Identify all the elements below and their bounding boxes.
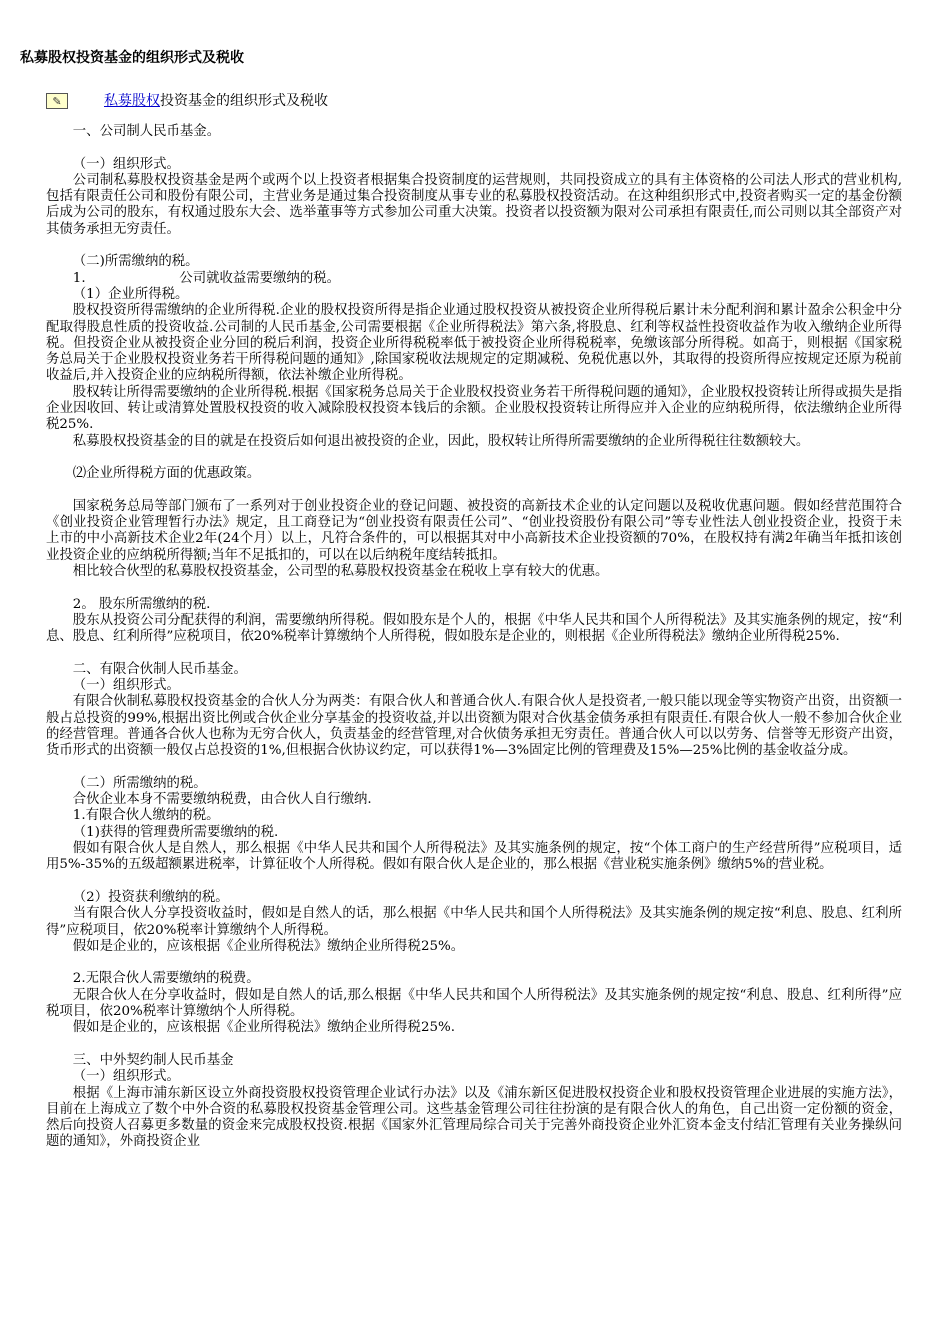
list-heading: 1.有限合伙人缴纳的税。	[72, 808, 220, 824]
paragraph: 当有限合伙人分享投资收益时，假如是自然人的话，那么根据《中华人民共和国个人所得税法》及其实施条例的规定按“利息、股息、红利所得”应税项目，依20%税率计算缴纳个人所得税。	[46, 906, 902, 938]
subsection-heading: （一）组织形式。	[72, 156, 180, 172]
section-heading: 三、中外契约制人民币基金	[72, 1052, 234, 1068]
paragraph: 假如是企业的，应该根据《企业所得税法》缴纳企业所得税25%。	[72, 938, 465, 954]
document-body	[46, 124, 902, 1151]
section-heading: 二、有限合伙制人民币基金。	[72, 661, 247, 677]
paragraph: 国家税务总局等部门颁布了一系列对于创业投资企业的登记问题、被投资的高新技术企业的认定问题以及税收优惠问题。假如经营范围符合《创业投资企业管理暂行办法》规定，且工商登记为“创业投资有限责任公司”、“创业投资股份有限公司”等专业性法人创业投资企业，投资于未上市的中小高新技术企业2年(24个月）以上，凡符合条件的，可以根据其对中小高新技术企业投资额的70%，在股权持有满2年确当年抵扣该创业投资企业的应纳税所得额;当年不足抵扣的，可以在以后纳税年度结转抵扣。	[46, 498, 902, 563]
paragraph: 假如是企业的，应该根据《企业所得税法》缴纳企业所得税25%.	[72, 1020, 455, 1036]
paragraph: 假如有限合伙人是自然人，那么根据《中华人民共和国个人所得税法》及其实施条例的规定，按“个体工商户的生产经营所得”应税项目，适用5%-35%的五级超额累进税率，计算征收个人所得税。假如有限合伙人是企业的，那么根据《营业税实施条例》缴纳5%的营业税。	[46, 841, 902, 873]
subheading-text	[104, 91, 328, 111]
document-title: 私募股权投资基金的组织形式及税收	[20, 50, 244, 66]
list-heading: （1）企业所得税。	[72, 286, 189, 302]
list-heading: 1. 公司就收益需要缴纳的税。	[72, 270, 340, 286]
paragraph: 有限合伙制私募股权投资基金的合伙人分为两类：有限合伙人和普通合伙人.有限合伙人是投资者,一般只能以现金等实物资产出资，出资额一般占总投资的99%,根据出资比例或合伙企业分享基金的投资收益,并以出资额为限对合伙基金债务承担有限责任.有限合伙人一般不参加合伙企业的经营管理。普通各合伙人也称为无穷合伙人，负责基金的经营管理,对合伙债务承担无穷责任。普通合伙人可以以劳务、信誉等无形资产出资，货币形式的出资额一般仅占总投资的1%,但根据合伙协议约定，可以获得1%—3%固定比例的管理费及15%—25%比例的基金收益分成。	[46, 694, 902, 759]
paragraph: 根据《上海市浦东新区设立外商投资股权投资管理企业试行办法》以及《浦东新区促进股权投资企业和股权投资管理企业进展的实施方法》，目前在上海成立了数个中外合资的私募股权投资基金管理公司。这些基金管理公司往往扮演的是有限合伙人的角色，自己出资一定份额的资金，然后向投资人召募更多数量的资金来完成股权投资.根据《国家外汇管理局综合司关于完善外商投资企业外汇资本金支付结汇管理有关业务操纵问题的通知》，外商投资企业	[46, 1085, 902, 1150]
paragraph: 公司制私募股权投资基金是两个或两个以上投资者根据集合投资制度的运营规则，共同投资成立的具有主体资格的公司法人形式的营业机构,包括有限责任公司和股份有限公司，主营业务是通过集合投资制度从事专业的私募股权投资活动。在这种组织形式中,投资者购买一定的基金份额后成为公司的股东，有权通过股东大会、选举董事等方式参加公司重大决策。投资者以投资额为限对公司承担有限责任,而公司则以其全部资产对其债务承担无穷责任。	[46, 172, 902, 237]
paragraph: 合伙企业本身不需要缴纳税费，由合伙人自行缴纳.	[72, 792, 372, 808]
subsection-heading: （一）组织形式。	[72, 1069, 180, 1085]
section-heading: 一、公司制人民币基金。	[72, 124, 221, 139]
subsection-heading: （二)所需缴纳的税。	[72, 254, 199, 270]
paragraph: 相比较合伙型的私募股权投资基金，公司型的私募股权投资基金在税收上享有较大的优惠。	[72, 564, 609, 580]
paragraph: 股权投资所得需缴纳的企业所得税.企业的股权投资所得是指企业通过股权投资从被投资企业所得税后累计未分配利润和累计盈余公积金中分配取得股息性质的投资收益.公司制的人民币基金,公司需要根据《企业所得税法》第六条,将股息、红利等权益性投资收益作为收入缴纳企业所得税。但投资企业从被投资企业分回的税后利润，投资企业所得税税率低于被投资企业所得税税率，免缴该部分所得税。如高于，则根据《国家税务总局关于企业股权投资业务若干所得税问题的通知》,除国家税收法规规定的定期减税、免税优惠以外，其取得的投资所得应按规定还原为税前收益后,并入投资企业的应纳税所得额，依法补缴企业所得税。	[46, 303, 902, 384]
paragraph: 股东从投资公司分配获得的利润，需要缴纳所得税。假如股东是个人的，根据《中华人民共和国个人所得税法》及其实施条例的规定，按“利息、股息、红利所得”应税项目，依20%税率计算缴纳个人所得税，假如股东是企业的，则根据《企业所得税法》缴纳企业所得税25%.	[46, 612, 902, 645]
list-heading: 2.无限合伙人需要缴纳的税费。	[72, 971, 260, 987]
paragraph: 私募股权投资基金的目的就是在投资后如何退出被投资的企业，因此，股权转让所得所需要缴纳的企业所得税往往数额较大。	[72, 433, 810, 449]
subheading-link[interactable]: 私募股权	[104, 93, 160, 109]
paragraph: 无限合伙人在分享收益时，假如是自然人的话,那么根据《中华人民共和国个人所得税法》及其实施条例的规定按“利息、股息、红利所得”应税项目，依20%税率计算缴纳个人所得税。	[46, 987, 902, 1020]
document-icon[interactable]: ✎	[46, 93, 68, 109]
list-heading: ⑵企业所得税方面的优惠政策。	[72, 466, 261, 482]
list-heading: 2。 股东所需缴纳的税.	[72, 596, 211, 612]
subsection-heading: （一）组织形式。	[72, 678, 180, 694]
subheading	[46, 90, 328, 112]
subsection-heading: （二）所需缴纳的税。	[72, 775, 207, 791]
list-heading: （1)获得的管理费所需要缴纳的税.	[72, 824, 279, 840]
subheading-rest: 投资基金的组织形式及税收	[160, 93, 328, 109]
list-heading: （2）投资获利缴纳的税。	[72, 889, 229, 905]
paragraph: 股权转让所得需要缴纳的企业所得税.根据《国家税务总局关于企业股权投资业务若干所得税问题的通知》，企业股权投资转让所得或损失是指企业因收回、转让或清算处置股权投资的收入减除股权投资本钱后的余额。企业股权投资转让所得应并入企业的应纳税所得，依法缴纳企业所得税25%.	[46, 384, 902, 433]
